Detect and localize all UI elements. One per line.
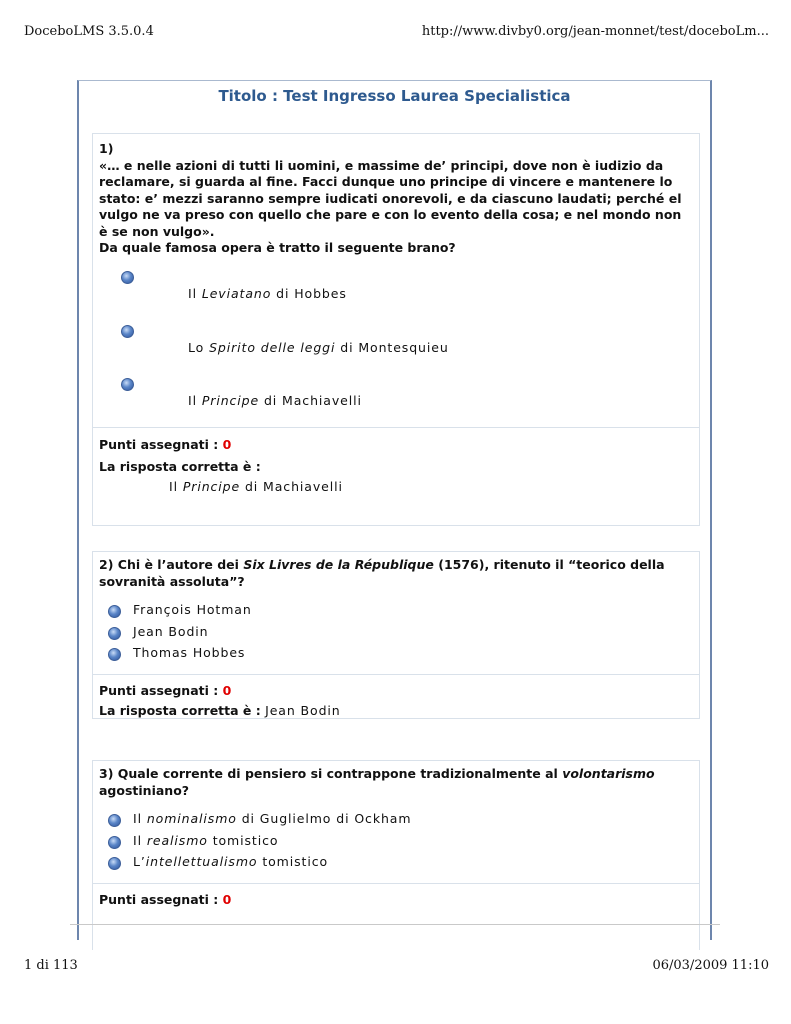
radio-icon[interactable] [108,857,121,870]
question-1-options: Il Leviatano di Hobbes Lo Spirito delle leggi di Montesquieu Il Principe di Machiavelli [93,257,699,428]
radio-icon[interactable] [108,648,121,661]
radio-icon[interactable] [121,378,134,391]
question-2 [92,551,700,719]
question-3-score: Punti assegnati : 0 [99,892,232,907]
radio-icon[interactable] [121,325,134,338]
radio-icon[interactable] [108,627,121,640]
question-1 [92,133,700,526]
points-value: 0 [222,892,232,907]
question-3 [92,760,700,950]
question-1-number: 1) [99,141,114,156]
question-3-text: 3) Quale corrente di pensiero si contrappone tradizionalmente al volontarismo agostiniano? [99,766,655,798]
question-2-text: 2) Chi è l’autore dei Six Livres de la République (1576), ritenuto il “teorico della sovranità assoluta”? [99,557,665,589]
question-1-score: Punti assegnati : 0 La risposta corretta è : Il Principe di Machiavelli [93,428,699,497]
points-value: 0 [222,436,232,452]
question-2-score: Punti assegnati : 0 La risposta corretta è : Jean Bodin [99,683,341,718]
question-3-options: Il nominalismo di Guglielmo di Ockham Il realismo tomistico L’intellettualismo tomistico [93,799,699,884]
test-title: Titolo : Test Ingresso Laurea Specialistica [218,87,571,105]
page-cut-divider [70,924,720,925]
page-counter: 1 di 113 [24,958,78,973]
correct-answer-label: La risposta corretta è : [99,458,261,474]
radio-icon[interactable] [108,605,121,618]
question-1-quote: «… e nelle azioni di tutti li uomini, e massime de’ principi, dove non è iudizio da reclamare, si guarda al fine. Facci dunque uno principe di vincere e mantenere lo stato: e’ mezzi saranno sempre iudicati onorevoli, e da ciascuno laudati; perché el vulgo ne va preso con quello che pare e con lo evento della cosa; e nel mondo non è se non vulgo». [99,157,682,239]
radio-icon[interactable] [108,836,121,849]
question-2-options: François Hotman Jean Bodin Thomas Hobbes [93,590,699,675]
question-1-prompt: Da quale famosa opera è tratto il seguente brano? [99,240,456,255]
print-datetime: 06/03/2009 11:10 [652,958,769,973]
page-url: http://www.divby0.org/jean-monnet/test/doceboLm... [421,24,769,39]
correct-answer-value: Il Principe di Machiavelli [169,478,343,494]
radio-icon[interactable] [108,814,121,827]
correct-answer-label: La risposta corretta è : [99,703,266,718]
points-value: 0 [222,683,232,698]
app-title: DoceboLMS 3.5.0.4 [24,24,154,39]
test-frame [77,80,712,940]
radio-icon[interactable] [121,271,134,284]
question-1-text [93,134,699,257]
correct-answer-value: Jean Bodin [265,703,341,718]
